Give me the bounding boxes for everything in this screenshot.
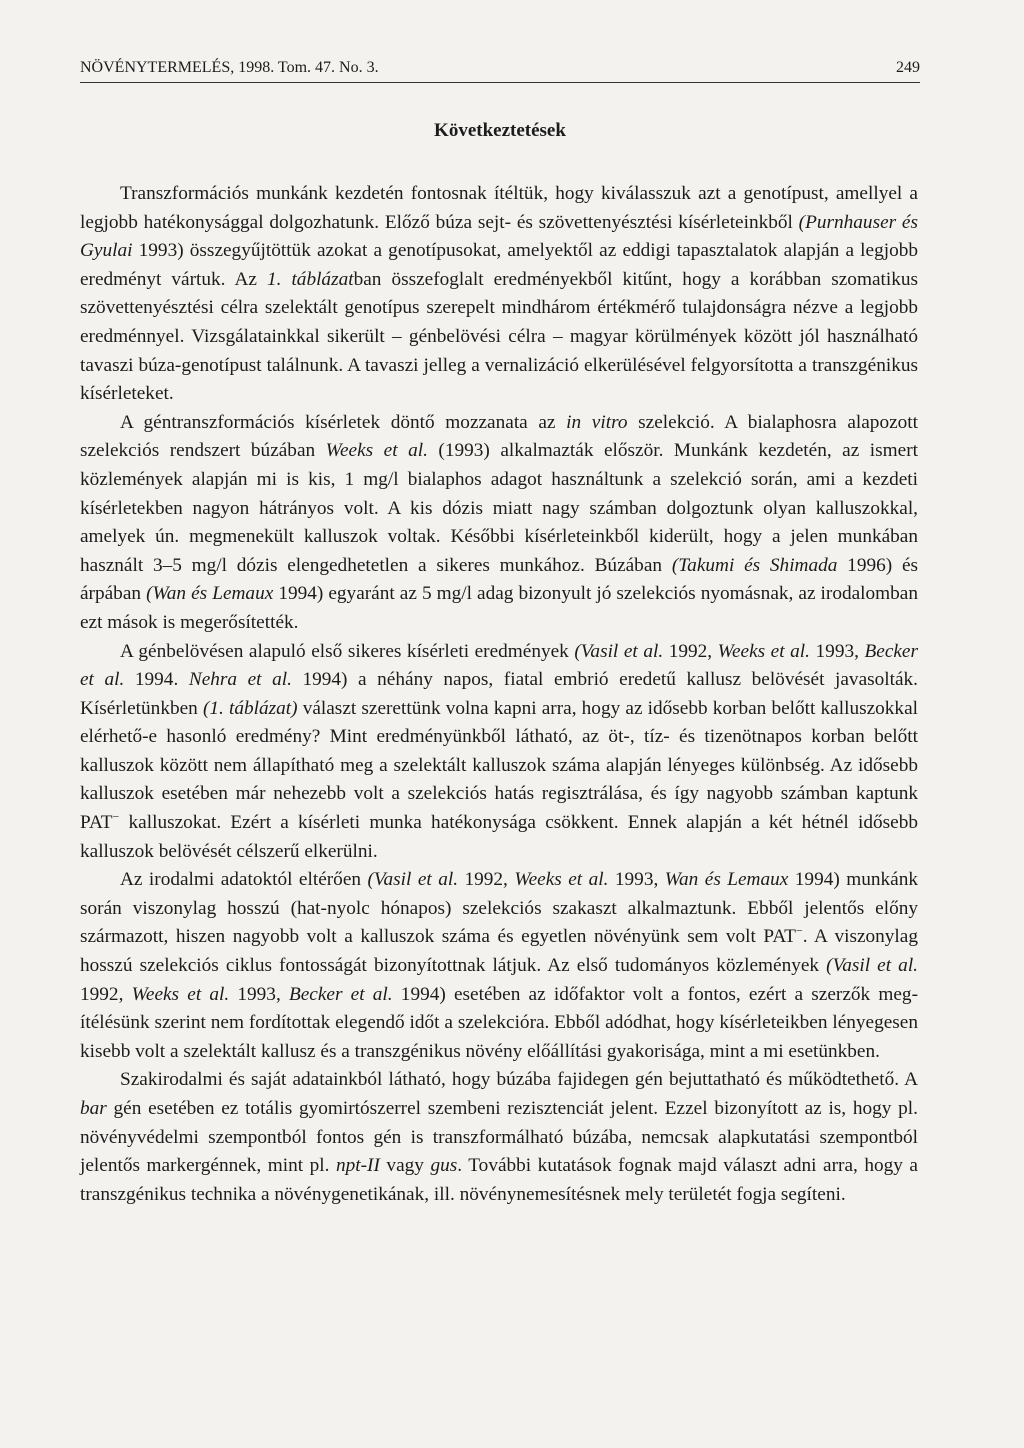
italic-text-run: (Vasil et al.	[367, 869, 459, 891]
text-run: Az irodalmi adatoktól eltérően	[120, 869, 368, 891]
italic-text-run: (Purnhauser és Gyulai	[80, 211, 918, 262]
text-run: 1994) munkánk során viszonylag hosszú (hat-nyolc hónapos) szelekciós szakaszt alkalmaztunk. Ebből jelentős előny származott, hiszen nagyobb volt a kalluszok száma és egyetlen növényünk sem volt PAT	[80, 869, 918, 948]
text-run: Transzformációs munkánk kezdetén fontosnak ítéltük, hogy kiválasszuk azt a genotípust, amellyel a legjobb hatékonysággal dolgozhatunk. Előző búza sejt- és szövettenyésztési kísérleteinkből	[80, 183, 918, 233]
text-run: 1993,	[608, 869, 665, 891]
text-run: (1993) alkalmazták először. Munkánk kezdetén, az ismert közlemények alapján mi is kis, 1 mg/l bialaphos adagot használtunk a szelekció során, ami a kezdeti kísérletekben nagyon hátrányos volt. A kis dózis miatt nagy számban dolgoztunk olyan kalluszokkal, amelyek ún. megmenekült kalluszok voltak. Későbbi kísérleteinkből kiderült, hogy a jelen munkában használt 3–5 mg/l dózis elengedhetetlen a sikeres munkához. Búzában	[80, 440, 919, 576]
paragraph	[80, 409, 918, 638]
italic-text-run: (Wan és Lemaux	[146, 583, 274, 605]
italic-text-run: npt-II	[336, 1155, 380, 1177]
text-run: 1992,	[458, 869, 515, 891]
italic-text-run: Becker et al.	[288, 983, 393, 1005]
text-run: 1992,	[663, 640, 718, 662]
italic-text-run: Weeks et al.	[131, 983, 230, 1005]
text-run: A géntranszformációs kísérletek döntő mozzanata az	[120, 411, 567, 433]
text-run: vagy	[379, 1155, 431, 1177]
text-run: 1994.	[124, 669, 189, 691]
italic-text-run: Weeks et al.	[717, 640, 810, 662]
section-title: Következtetések	[434, 120, 566, 141]
italic-text-run: gus	[430, 1155, 458, 1177]
italic-text-run: Becker et al.	[80, 640, 918, 691]
paragraph	[80, 180, 918, 409]
italic-text-run: (Vasil et al.	[826, 955, 918, 977]
italic-text-run: Weeks et al.	[325, 440, 428, 462]
italic-text-run: (Takumi és Shimada	[671, 554, 838, 576]
text-run: gén esetében ez totális gyomirtószerrel szembeni rezisztenciát jelent. Ezzel bizonyított az is, hogy pl. növényvédelmi szempontból fontos gén is transzformálható búzába, nemcsak alapkutatási szempontból jelentős markergénnek, mint pl.	[80, 1098, 918, 1177]
italic-text-run: 1. táblázat	[266, 268, 354, 290]
text-run: 1994) egyaránt az 5 mg/l adag bizonyult jó szelekciós nyomásnak, az irodalomban ezt mások is megerősítették.	[80, 583, 918, 633]
text-run: 1994) a néhány napos, fiatal embrió eredetű kallusz belövését javasolták. Kísérletünkben	[80, 669, 919, 719]
body-text	[80, 180, 918, 1209]
italic-text-run: bar	[80, 1098, 107, 1119]
text-run: . A viszonylag hosszú szelekciós ciklus fontosságát bizonyítottnak látjuk. Az első tudományos közlemények	[80, 926, 918, 977]
paragraph	[80, 1066, 918, 1209]
text-run: A génbelövésen alapuló első sikeres kísérleti eredmények	[120, 640, 575, 662]
text-run: választ szerettünk volna kapni arra, hogy az idősebb korban belőtt kalluszokkal elérhető-e hasonló eredmény? Mint eredményünkből látható, az öt-, tíz- és tizenötnapos korban belőtt kalluszok között nem állapítható meg a szelektált kalluszok száma alapján lényeges különbség. Az idősebb kalluszok esetében már nehezebb volt a szelekciós hatás regisztrálása, és így nagyobb számban kaptunk PAT	[80, 697, 918, 834]
text-run: Szakirodalmi és saját adatainkból látható, hogy búzába fajidegen gén bejuttatható és működtethető. A	[120, 1069, 918, 1091]
text-run: . További kutatások fognak majd választ adni arra, hogy a transzgénikus technika a növénygenetikának, ill. növénynemesítésnek mely területét fogja segíteni.	[80, 1155, 918, 1205]
text-run: kalluszokat. Ezért a kísérleti munka hatékonysága csökkent. Ennek alapján a két hétnél idősebb kalluszok belövését célszerű elkerülni.	[80, 812, 918, 862]
running-head	[80, 58, 920, 83]
text-run: 1993) összegyűjtöttük azokat a genotípusokat, amelyektől az eddigi tapasztalatok alapján a legjobb eredményt vártuk. Az	[80, 240, 918, 290]
text-run: 1994) esetében az időfaktor volt a fontos, ezért a szerzők megítélésünk szerint nem fordítottak elegendő időt a szelekcióra. Ebből adódhat, hogy kísérleteikben lényegesen kisebb volt a szelektált kallusz és a transzgénikus növény előállítási gyakorisága, mint a mi esetünkben.	[80, 983, 918, 1062]
paragraph	[80, 866, 918, 1066]
text-run: 1992,	[80, 983, 132, 1005]
superscript-run: −	[112, 809, 120, 824]
journal-citation: NÖVÉNYTERMELÉS, 1998. Tom. 47. No. 3.	[80, 59, 379, 76]
italic-text-run: Wan és Lemaux	[664, 869, 789, 891]
italic-text-run: Weeks et al.	[514, 869, 609, 891]
text-run: 1993,	[229, 983, 289, 1005]
text-run: szelekció. A bialaphosra alapozott szelekciós rendszert búzában	[80, 411, 919, 462]
superscript-run: −	[795, 924, 803, 939]
italic-text-run: Nehra et al.	[188, 669, 292, 691]
text-run: ban összefoglalt eredményekből kitűnt, hogy a korábban szomatikus szövettenyésztési célra szelektált genotípus szerepelt mindhárom értékmérő tulajdonságra nézve a legjobb eredménnyel. Vizsgálatainkkal sikerült – génbelövési célra – magyar körülmények között jól használható tavaszi búza-genotípust találnunk. A tavaszi jelleg a vernalizáció elkerülésével felgyorsította a transzgénikus kísérleteket.	[80, 268, 919, 405]
italic-text-run: in vitro	[566, 411, 628, 433]
text-run: 1996) és árpában	[80, 554, 919, 605]
italic-text-run: (1. táblázat)	[202, 697, 298, 719]
paragraph	[80, 638, 918, 867]
page-number: 249	[896, 59, 920, 76]
italic-text-run: (Vasil et al.	[574, 640, 664, 662]
text-run: 1993,	[809, 640, 865, 662]
